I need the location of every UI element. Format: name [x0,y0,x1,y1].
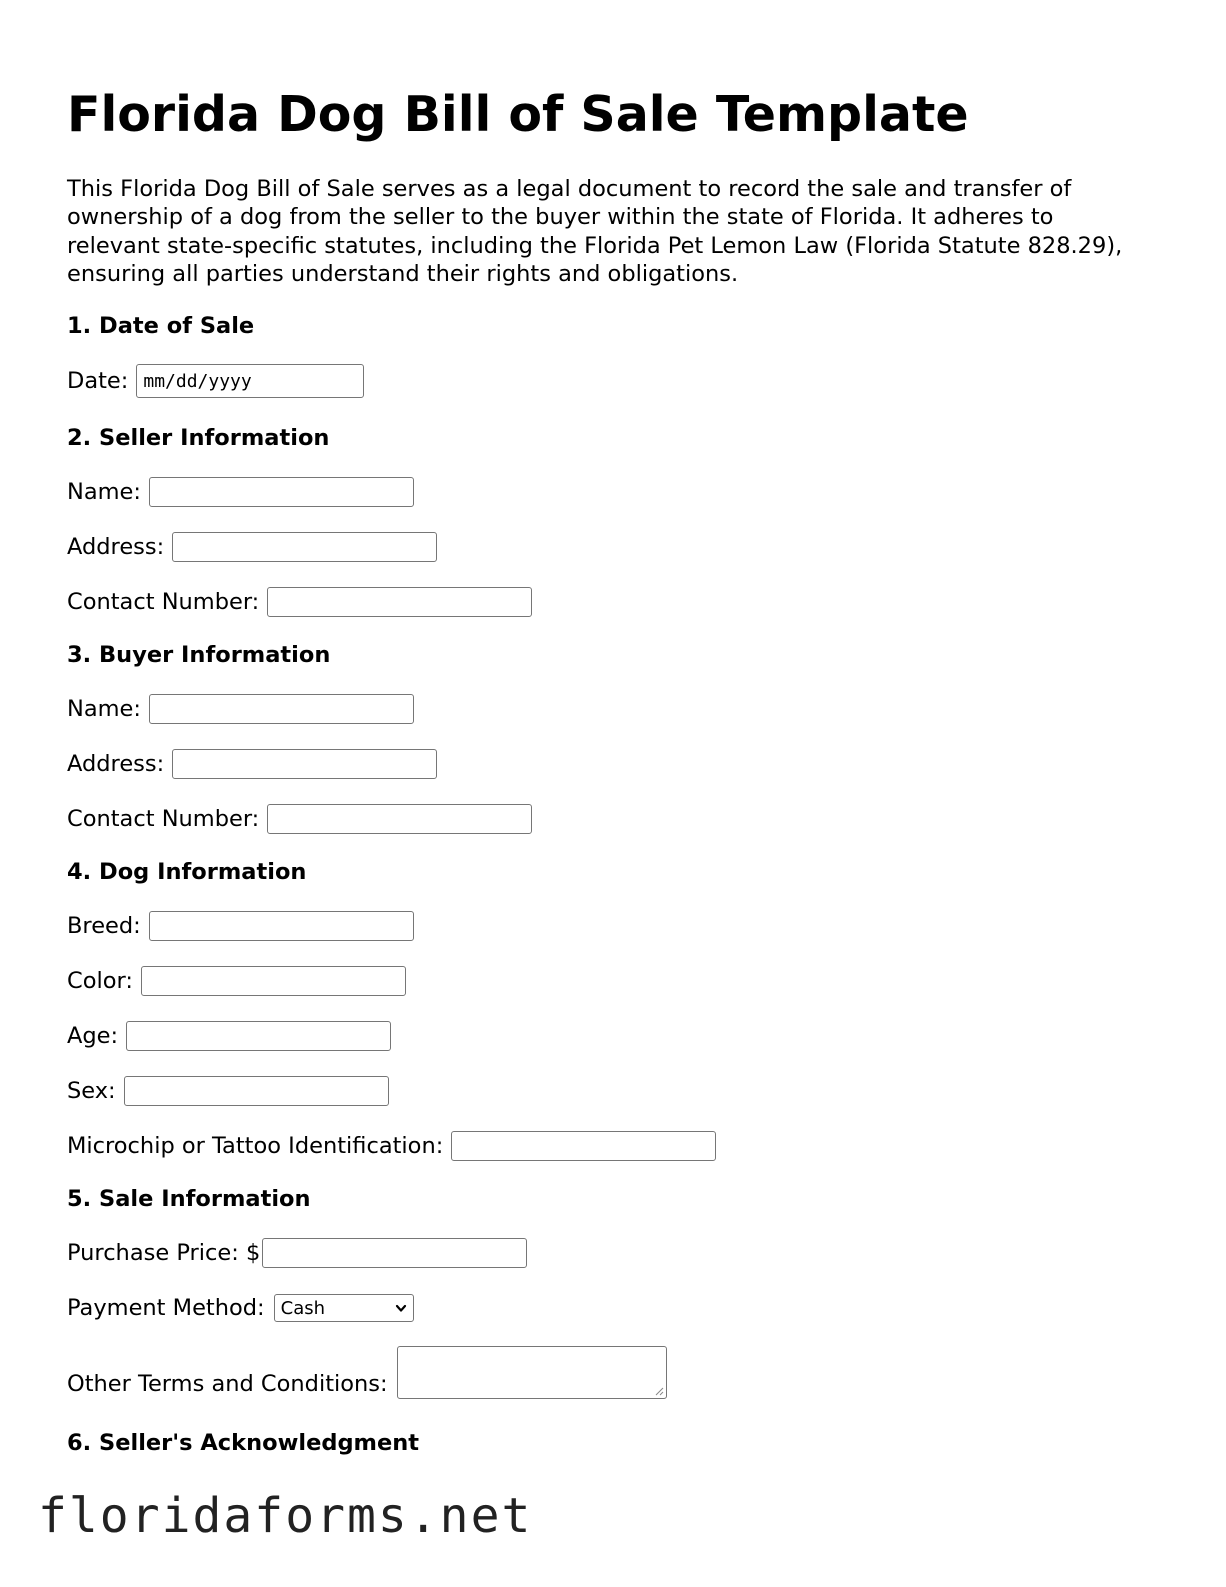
dog-age-input[interactable] [126,1021,391,1051]
seller-address-input[interactable] [172,532,437,562]
buyer-address-input[interactable] [172,749,437,779]
section-heading-seller: 2. Seller Information [67,425,330,451]
seller-name-input[interactable] [149,477,414,507]
buyer-name-row [67,692,414,726]
seller-address-label: Address: [67,534,165,560]
purchase-price-input[interactable] [262,1238,527,1268]
dog-age-row [67,1019,391,1053]
terms-label: Other Terms and Conditions: [67,1371,388,1397]
site-logo-watermark: floridaforms.net [38,1488,533,1544]
seller-contact-label: Contact Number: [67,589,260,615]
resize-grip-icon[interactable] [654,1386,664,1396]
dog-breed-row [67,909,414,943]
seller-name-label: Name: [67,479,141,505]
date-input[interactable] [136,364,364,398]
payment-method-row [67,1291,414,1325]
terms-row [67,1345,667,1401]
dog-microchip-row [67,1129,716,1163]
buyer-address-row [67,747,437,781]
buyer-name-label: Name: [67,696,141,722]
purchase-price-row [67,1236,527,1270]
page-title: Florida Dog Bill of Sale Template [67,86,969,143]
dog-breed-input[interactable] [149,911,414,941]
seller-name-row [67,475,414,509]
terms-textarea[interactable] [397,1346,667,1399]
seller-contact-row [67,585,532,619]
buyer-address-label: Address: [67,751,165,777]
buyer-contact-label: Contact Number: [67,806,260,832]
purchase-price-label: Purchase Price: $ [67,1240,261,1266]
buyer-contact-row [67,802,532,836]
dog-microchip-input[interactable] [451,1131,716,1161]
dog-color-label: Color: [67,968,133,994]
seller-contact-input[interactable] [267,587,532,617]
payment-method-select[interactable] [274,1294,414,1322]
section-heading-dog: 4. Dog Information [67,859,307,885]
payment-method-value: Cash [280,1297,326,1319]
section-heading-date: 1. Date of Sale [67,313,255,339]
dog-breed-label: Breed: [67,913,141,939]
dog-color-row [67,964,406,998]
dog-microchip-label: Microchip or Tattoo Identification: [67,1133,444,1159]
buyer-contact-input[interactable] [267,804,532,834]
section-heading-acknowledgment: 6. Seller's Acknowledgment [67,1430,420,1456]
dog-sex-input[interactable] [124,1076,389,1106]
intro-paragraph: This Florida Dog Bill of Sale serves as a legal document to record the sale and transfer of ownership of a dog from the seller to the buyer within the state of Florida. It adheres to relevant state-specific statutes, including the Florida Pet Lemon Law (Florida Statute 828.29), ensuring all parties understand their rights and obligations. [67,176,1123,287]
dog-color-input[interactable] [141,966,406,996]
dog-sex-label: Sex: [67,1078,116,1104]
seller-address-row [67,530,437,564]
date-placeholder: mm/dd/yyyy [143,370,252,392]
date-label: Date: [67,368,129,394]
dog-age-label: Age: [67,1023,119,1049]
chevron-down-icon [395,1302,407,1314]
section-heading-buyer: 3. Buyer Information [67,642,331,668]
section-heading-sale: 5. Sale Information [67,1186,311,1212]
buyer-name-input[interactable] [149,694,414,724]
payment-method-label: Payment Method: [67,1295,265,1321]
dog-sex-row [67,1074,389,1108]
date-row [67,364,364,398]
